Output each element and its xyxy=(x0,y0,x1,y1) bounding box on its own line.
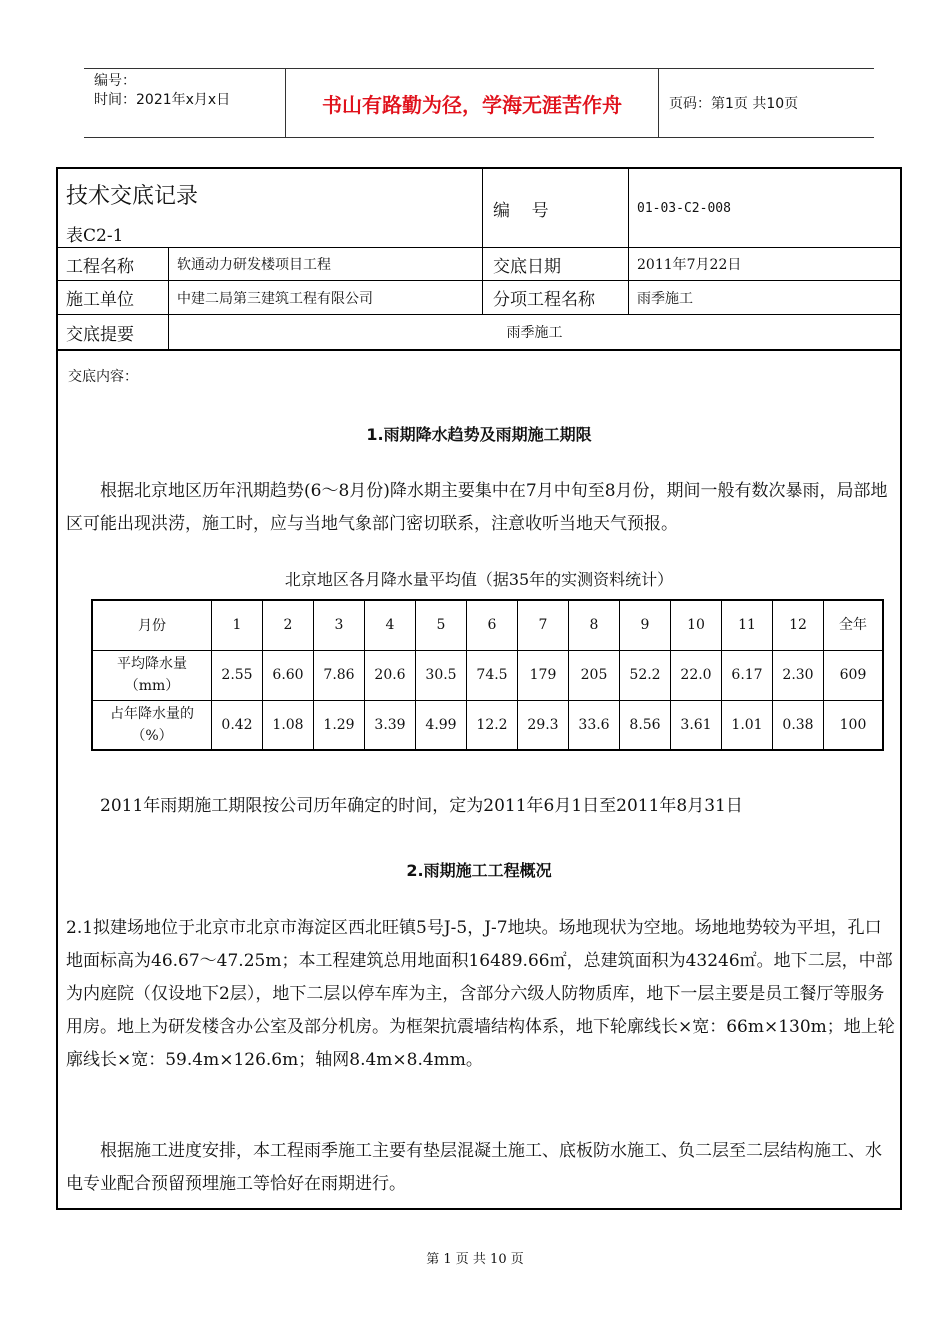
value-cell: 2.55 xyxy=(212,650,263,700)
value-cell: 6.60 xyxy=(263,650,314,700)
value-cell: 0.38 xyxy=(773,700,824,750)
project-name-value: 软通动力研发楼项目工程 xyxy=(168,248,482,280)
month-header: 月份 xyxy=(92,600,212,650)
section2-paragraph-1: 2.1拟建场地位于北京市北京市海淀区西北旺镇5号J-5，J-7地块。场地现状为空地。场地地势较为平坦，孔口地面标高为46.67～47.25m；本工程建筑总用地面积16489.66㎡，总建筑面积为43246㎡。地下二层，中部为内庭院（仅设地下2层），地下二层以停车库为主，含部分六级人防物质库，地下一层主要是员工餐厅等服务用房。地上为研发楼含办公室及部分机房。为框架抗震墙结构体系，地下轮廓线长×宽：66m×130m；地上轮廓线长×宽：59.4m×126.6m；轴网8.4m×8.4mm。 xyxy=(66,918,895,1070)
table-row-percent xyxy=(92,700,883,750)
value-cell: 30.5 xyxy=(416,650,467,700)
form-table-code: 表C2-1 xyxy=(66,226,124,246)
table-caption: 北京地区各月降水量平均值（据35年的实测资料统计） xyxy=(284,570,674,589)
value-cell: 12.2 xyxy=(467,700,518,750)
section1-paragraph: 根据北京地区历年汛期趋势(6～8月份)降水期主要集中在7月中旬至8月份，期间一般有数次暴雨，局部地区可能出现洪涝，施工时，应与当地气象部门密切联系，注意收听当地天气预报。 xyxy=(66,481,888,534)
value-cell: 22.0 xyxy=(671,650,722,700)
value-cell: 7.86 xyxy=(314,650,365,700)
unit-row xyxy=(58,281,900,315)
date-value: 2011年7月22日 xyxy=(628,248,900,280)
table-header-row xyxy=(92,600,883,650)
value-cell: 8.56 xyxy=(620,700,671,750)
value-cell: 609 xyxy=(824,650,884,700)
project-row xyxy=(58,248,900,281)
section1-title: 1.雨期降水趋势及雨期施工期限 xyxy=(366,425,592,444)
value-cell: 4.99 xyxy=(416,700,467,750)
summary-label: 交底提要 xyxy=(66,324,134,345)
row-label-percent: 占年降水量的（%） xyxy=(92,700,212,750)
value-cell: 6.17 xyxy=(722,650,773,700)
sub-project-label: 分项工程名称 xyxy=(482,281,628,314)
month-cell: 11 xyxy=(722,600,773,650)
section2-title: 2.雨期施工工程概况 xyxy=(406,861,552,880)
month-cell: 9 xyxy=(620,600,671,650)
value-cell: 1.29 xyxy=(314,700,365,750)
header-number-label: 编号： xyxy=(94,73,136,89)
summary-value: 雨季施工 xyxy=(168,315,900,349)
month-cell: 12 xyxy=(773,600,824,650)
month-cell: 3 xyxy=(314,600,365,650)
month-cell: 7 xyxy=(518,600,569,650)
value-cell: 1.01 xyxy=(722,700,773,750)
value-cell: 29.3 xyxy=(518,700,569,750)
month-cell: 1 xyxy=(212,600,263,650)
number-label: 编 号 xyxy=(482,169,628,247)
unit-label: 施工单位 xyxy=(66,290,134,310)
tech-briefing-form xyxy=(56,167,902,1210)
month-cell: 10 xyxy=(671,600,722,650)
value-cell: 2.30 xyxy=(773,650,824,700)
sub-project-value: 雨季施工 xyxy=(628,281,900,314)
month-cell: 6 xyxy=(467,600,518,650)
number-value: 01-03-C2-008 xyxy=(628,169,900,247)
form-title: 技术交底记录 xyxy=(66,184,199,209)
value-cell: 20.6 xyxy=(365,650,416,700)
value-cell: 205 xyxy=(569,650,620,700)
section1-paragraph-2: 2011年雨期施工期限按公司历年确定的时间，定为2011年6月1日至2011年8月31日 xyxy=(100,796,743,816)
header-meta xyxy=(84,69,284,137)
page-footer: 第 1 页 共 10 页 xyxy=(426,1252,524,1267)
month-cell: 4 xyxy=(365,600,416,650)
value-cell: 1.08 xyxy=(263,700,314,750)
unit-value: 中建二局第三建筑工程有限公司 xyxy=(168,281,482,314)
row-label-average: 平均降水量（mm） xyxy=(92,650,212,700)
project-name-label: 工程名称 xyxy=(66,256,134,277)
value-cell: 0.42 xyxy=(212,700,263,750)
table-row-average xyxy=(92,650,883,700)
section2-paragraph-2: 根据施工进度安排，本工程雨季施工主要有垫层混凝土施工、底板防水施工、负二层至二层结构施工、水电专业配合预留预埋施工等恰好在雨期进行。 xyxy=(66,1141,882,1194)
value-cell: 179 xyxy=(518,650,569,700)
summary-row xyxy=(58,315,900,351)
content-label: 交底内容： xyxy=(68,369,138,385)
value-cell: 3.39 xyxy=(365,700,416,750)
month-cell: 8 xyxy=(569,600,620,650)
value-cell: 74.5 xyxy=(467,650,518,700)
header-time-label: 时间：2021年x月x日 xyxy=(94,92,231,108)
value-cell: 3.61 xyxy=(671,700,722,750)
value-cell: 100 xyxy=(824,700,884,750)
header-page-label: 页码：第1页 共10页 xyxy=(669,96,799,112)
month-cell: 全年 xyxy=(824,600,884,650)
page-header xyxy=(84,68,874,138)
rainfall-table xyxy=(91,599,884,751)
form-title-row xyxy=(58,169,900,248)
header-motto: 书山有路勤为径，学海无涯苦作舟 xyxy=(285,69,659,137)
month-cell: 5 xyxy=(416,600,467,650)
month-cell: 2 xyxy=(263,600,314,650)
value-cell: 33.6 xyxy=(569,700,620,750)
date-label: 交底日期 xyxy=(482,248,628,280)
value-cell: 52.2 xyxy=(620,650,671,700)
